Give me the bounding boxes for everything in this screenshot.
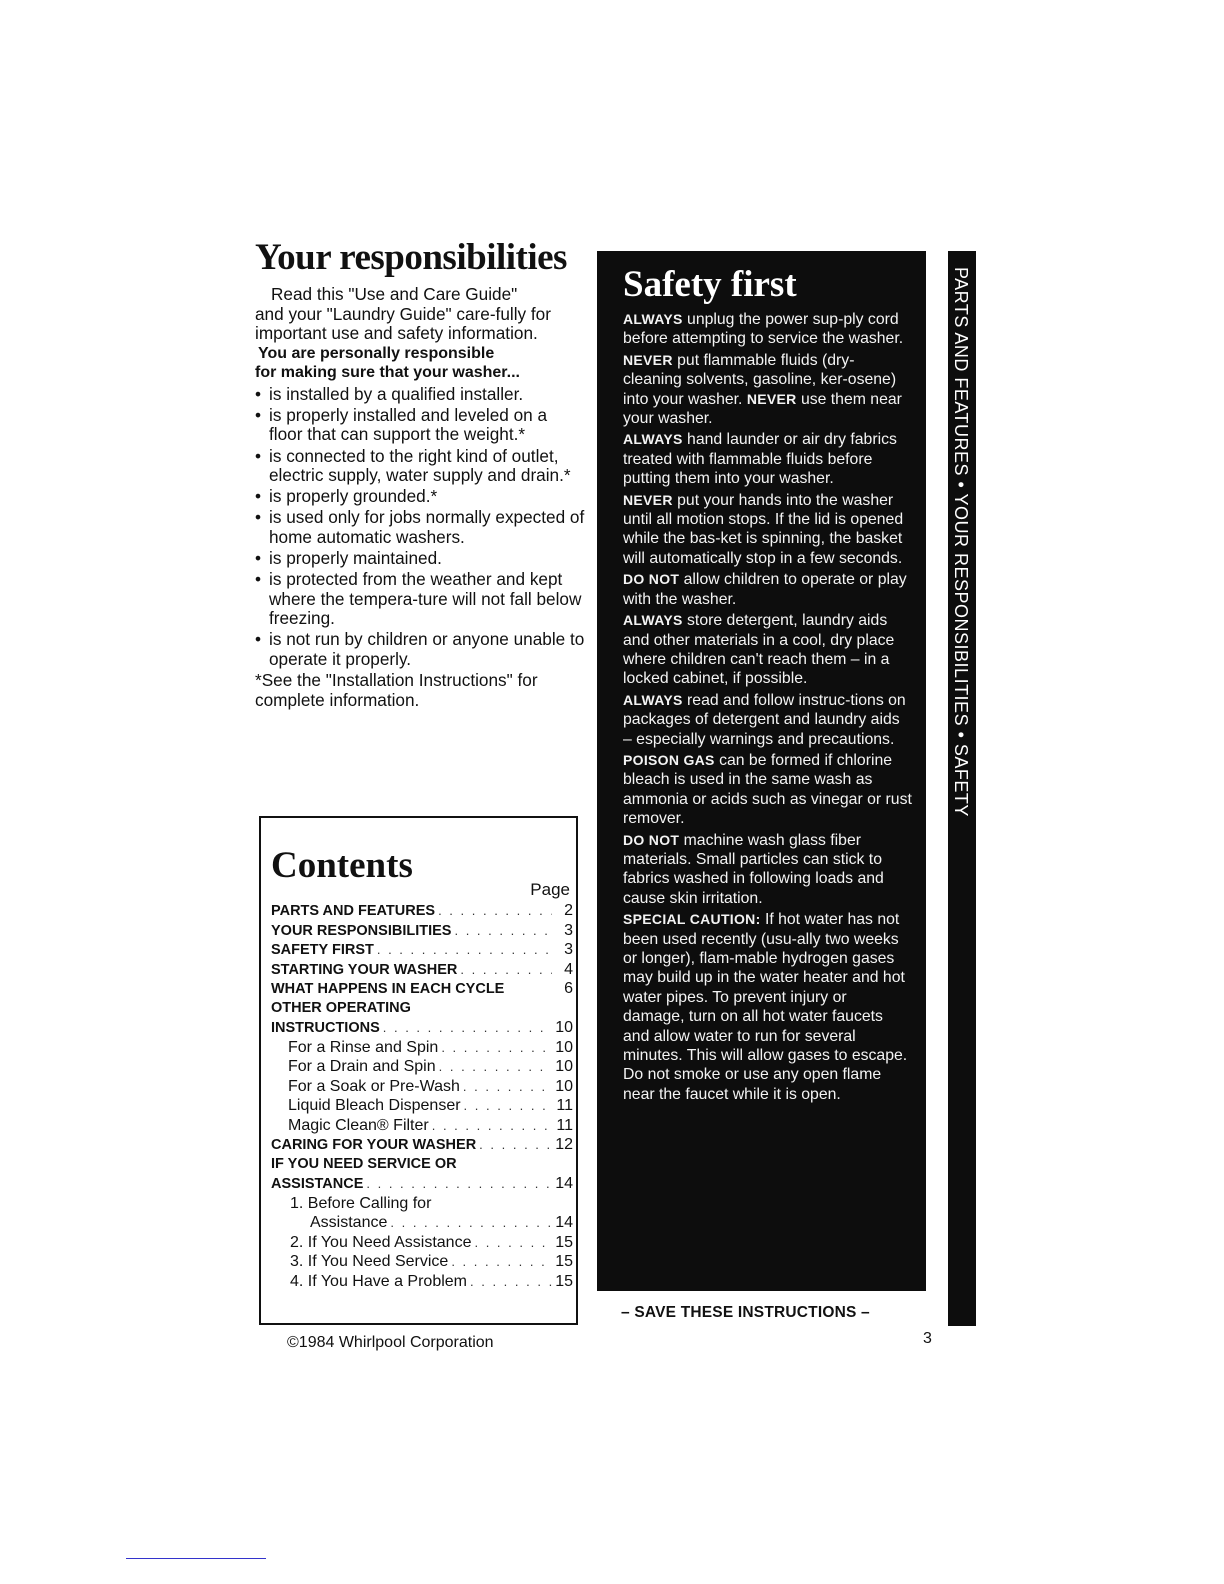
safety-item: ALWAYS read and follow instruc-tions on packages of detergent and laundry aids – especially warnings and precautions.: [623, 691, 906, 748]
copyright-notice: ©1984 Whirlpool Corporation: [287, 1334, 494, 1351]
toc-entry: OTHER OPERATING: [271, 999, 411, 1016]
intro-text: and your "Laundry Guide" care-fully for important use and safety information.: [255, 303, 551, 344]
toc-entry: YOUR RESPONSIBILITIES . . . 3: [271, 922, 573, 942]
list-item: • is installed by a qualified installer.: [255, 385, 585, 405]
installation-footnote: *See the "Installation Instructions" for complete information.: [255, 670, 538, 710]
page-column-label: Page: [530, 880, 570, 899]
safety-item: NEVER put flammable fluids (dry-cleaning solvents, gasoline, ker-osene) into your washer. NEVER use them near your washer.: [623, 351, 902, 428]
list-item: • is used only for jobs normally expected of home automatic washers.: [255, 508, 585, 547]
toc-entry: Assistance . . . 14: [271, 1214, 573, 1234]
toc-entry: CARING FOR YOUR WASHER . . . 12: [271, 1136, 573, 1156]
responsibilities-body: [255, 285, 585, 710]
list-item: • is properly maintained.: [255, 549, 585, 569]
safety-item: SPECIAL CAUTION: If hot water has not been used recently (usu-ally two weeks or longer), flam-mable hydrogen gases may build up in the water heater and hot water pipes. To prevent injury or damage, turn on all hot water faucets and allow water to run for several minutes. This will allow gases to escape. Do not smoke or use any open flame near the faucet while it is open.: [623, 911, 908, 1103]
divider-line: [126, 1558, 266, 1559]
safety-item: DO NOT machine wash glass fiber materials. Small particles can stick to fabrics washed in following loads and cause skin irritation.: [623, 831, 884, 907]
toc-entry: STARTING YOUR WASHER . . . 4: [271, 961, 573, 981]
safety-first-panel: [597, 251, 926, 1291]
list-item: • is protected from the weather and kept where the tempera-ture will not fall below freezing.: [255, 570, 585, 629]
toc-entry: IF YOU NEED SERVICE OR: [271, 1155, 457, 1172]
toc-entry: For a Rinse and Spin . . . 10: [271, 1039, 573, 1059]
safety-item: POISON GAS can be formed if chlorine bleach is used in the same wash as ammonia or acids such as vinegar or rust remover.: [623, 751, 912, 828]
toc-entry: For a Soak or Pre-Wash . . . 10: [271, 1078, 573, 1098]
toc-entry: Liquid Bleach Dispenser . . . 11: [271, 1097, 573, 1117]
safety-item: ALWAYS hand launder or air dry fabrics treated with flammable fluids before putting them into your washer.: [623, 431, 897, 488]
save-instructions: – SAVE THESE INSTRUCTIONS –: [621, 1304, 870, 1321]
toc-entry: 4. If You Have a Problem . . . 15: [271, 1273, 573, 1293]
contents-box: [259, 816, 578, 1325]
side-tab-label: PARTS AND FEATURES • YOUR RESPONSIBILITIES • SAFETY: [951, 267, 971, 817]
list-item: • is properly grounded.*: [255, 487, 585, 507]
table-of-contents: [271, 902, 573, 1292]
safety-item: DO NOT allow children to operate or play with the washer.: [623, 571, 907, 608]
responsibility-list: [255, 385, 585, 670]
toc-entry: 2. If You Need Assistance . . . 15: [271, 1234, 573, 1254]
toc-entry: 3. If You Need Service . . . 15: [271, 1253, 573, 1273]
lead-line1: You are personally responsible: [258, 344, 495, 362]
list-item: • is not run by children or anyone unable to operate it properly.: [255, 630, 585, 669]
safety-item: ALWAYS unplug the power sup-ply cord before attempting to service the washer.: [623, 311, 904, 348]
contents-title: Contents: [271, 845, 413, 886]
section-side-tab: [948, 251, 976, 1326]
intro-line1: Read this "Use and Care Guide": [271, 284, 518, 304]
list-item: • is connected to the right kind of outlet, electric supply, water supply and drain.*: [255, 447, 585, 486]
lead-statement: [255, 344, 585, 383]
responsibilities-title: Your responsibilities: [255, 237, 567, 278]
toc-entry: PARTS AND FEATURES . . . 2: [271, 902, 573, 922]
toc-entry: SAFETY FIRST . . . 3: [271, 941, 573, 961]
page-number: 3: [923, 1330, 932, 1347]
toc-entry: Magic Clean® Filter . . . 11: [271, 1117, 573, 1137]
toc-entry: WHAT HAPPENS IN EACH CYCLE 6: [271, 980, 573, 997]
safety-item: NEVER put your hands into the washer until all motion stops. If the lid is opened while the bas-ket is spinning, the basket will automatically stop in a few seconds.: [623, 491, 904, 567]
safety-item: ALWAYS store detergent, laundry aids and other materials in a cool, dry place where children can't reach them – in a locked cabinet, if possible.: [623, 612, 895, 688]
toc-entry: For a Drain and Spin . . . 10: [271, 1058, 573, 1078]
lead-rest: for making sure that your washer...: [255, 364, 520, 382]
toc-entry: ASSISTANCE . . . 14: [271, 1175, 573, 1195]
list-item: • is properly installed and leveled on a floor that can support the weight.*: [255, 406, 585, 445]
toc-entry: 1. Before Calling for: [290, 1194, 432, 1212]
safety-title: Safety first: [623, 264, 797, 305]
toc-entry: INSTRUCTIONS . . . 10: [271, 1019, 573, 1039]
